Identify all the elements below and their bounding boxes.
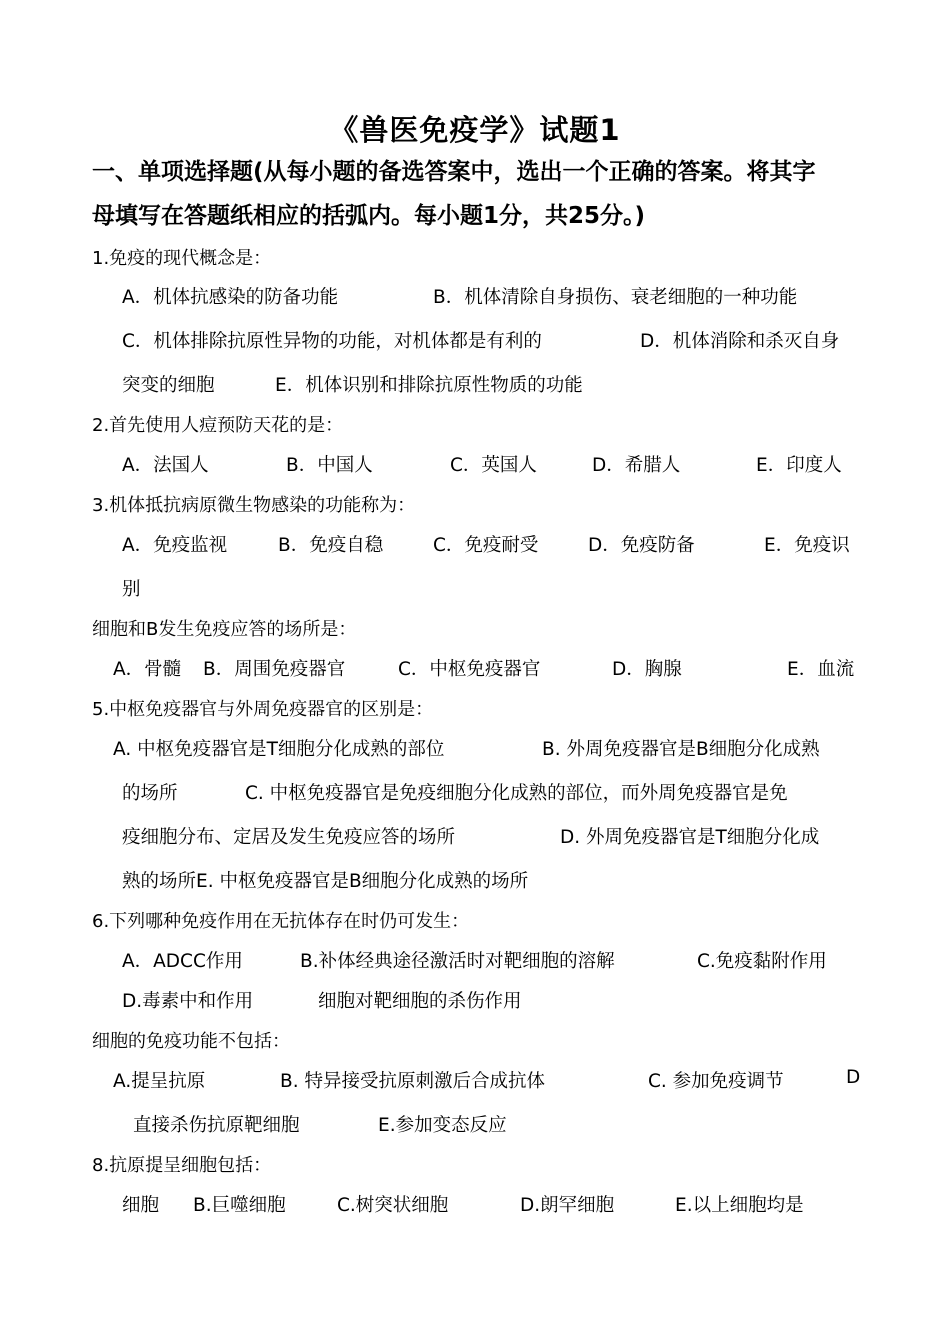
question-5-option-b: B. 外周免疫器官是B细胞分化成熟 [542,739,820,760]
question-7-option-e: E.参加变态反应 [378,1115,507,1136]
question-6-option-e: 细胞对靶细胞的杀伤作用 [318,991,522,1012]
question-1-option-d-cont: 突变的细胞 [122,375,215,396]
question-1-option-a: A．机体抗感染的防备功能 [122,287,339,308]
question-4-option-d: D．胸腺 [612,659,682,680]
question-4-option-a: A．骨髓 [113,659,182,680]
question-1-option-d: D．机体消除和杀灭自身 [640,331,840,352]
question-7-option-d-cont: 直接杀伤抗原靶细胞 [133,1115,300,1136]
question-6-option-a: A．ADCC作用 [122,951,243,972]
question-8-option-d: D.朗罕细胞 [520,1195,615,1216]
question-1-option-e: E．机体识别和排除抗原性物质的功能 [275,375,583,396]
question-2-stem: 2.首先使用人痘预防天花的是： [92,415,344,436]
question-5-option-a: A. 中枢免疫器官是T细胞分化成熟的部位 [113,739,445,760]
page-title: 《兽医免疫学》试题1 [329,113,621,147]
question-7-stem: 细胞的免疫功能不包括： [92,1031,290,1052]
question-2-option-c: C．英国人 [450,455,537,476]
question-7-option-d: D [846,1067,861,1088]
section-heading-line-2: 母填写在答题纸相应的括弧内。每小题1分，共25分。) [92,203,646,229]
question-3-option-e: E．免疫识 [764,535,850,556]
question-5-option-c: C. 中枢免疫器官是免疫细胞分化成熟的部位，而外周免疫器官是免 [245,783,788,804]
section-heading-line-1: 一、单项选择题(从每小题的备选答案中，选出一个正确的答案。将其字 [92,159,816,185]
question-3-option-b: B．免疫自稳 [278,535,384,556]
question-8-option-b: B.巨噬细胞 [193,1195,286,1216]
question-5-option-c-cont: 疫细胞分布、定居及发生免疫应答的场所 [122,827,456,848]
question-8-stem: 8.抗原提呈细胞包括： [92,1155,272,1176]
question-4-stem: 细胞和B发生免疫应答的场所是： [92,619,357,640]
question-1-stem: 1.免疫的现代概念是： [92,248,272,269]
question-1-option-c: C．机体排除抗原性异物的功能，对机体都是有利的 [122,331,542,352]
question-8-option-c: C.树突状细胞 [337,1195,449,1216]
question-5-stem: 5.中枢免疫器官与外周免疫器官的区别是： [92,699,434,720]
question-4-option-b: B．周围免疫器官 [203,659,346,680]
question-7-option-a: A.提呈抗原 [113,1071,206,1092]
question-6-option-b: B.补体经典途径激活时对靶细胞的溶解 [300,951,615,972]
question-4-option-e: E．血流 [787,659,855,680]
question-3-option-d: D．免疫防备 [588,535,695,556]
question-5-option-b-cont: 的场所 [122,783,178,804]
question-2-option-d: D．希腊人 [592,455,681,476]
question-8-option-e: E.以上细胞均是 [675,1195,804,1216]
question-5-option-e: 熟的场所E. 中枢免疫器官是B细胞分化成熟的场所 [122,871,529,892]
question-3-option-e-cont: 别 [122,579,141,600]
question-3-option-c: C．免疫耐受 [433,535,539,556]
question-7-option-c: C. 参加免疫调节 [648,1071,784,1092]
question-5-option-d: D. 外周免疫器官是T细胞分化成 [560,827,820,848]
question-8-option-a: 细胞 [122,1195,160,1216]
question-6-stem: 6.下列哪种免疫作用在无抗体存在时仍可发生： [92,911,470,932]
question-2-option-b: B．中国人 [286,455,373,476]
question-7-option-b: B. 特异接受抗原刺激后合成抗体 [280,1071,545,1092]
question-6-option-d: D.毒素中和作用 [122,991,254,1012]
question-3-stem: 3.机体抵抗病原微生物感染的功能称为： [92,495,416,516]
question-1-option-b: B．机体清除自身损伤、衰老细胞的一种功能 [433,287,798,308]
question-2-option-e: E．印度人 [756,455,842,476]
question-3-option-a: A．免疫监视 [122,535,228,556]
question-6-option-c: C.免疫黏附作用 [697,951,827,972]
question-2-option-a: A．法国人 [122,455,209,476]
question-4-option-c: C．中枢免疫器官 [398,659,541,680]
